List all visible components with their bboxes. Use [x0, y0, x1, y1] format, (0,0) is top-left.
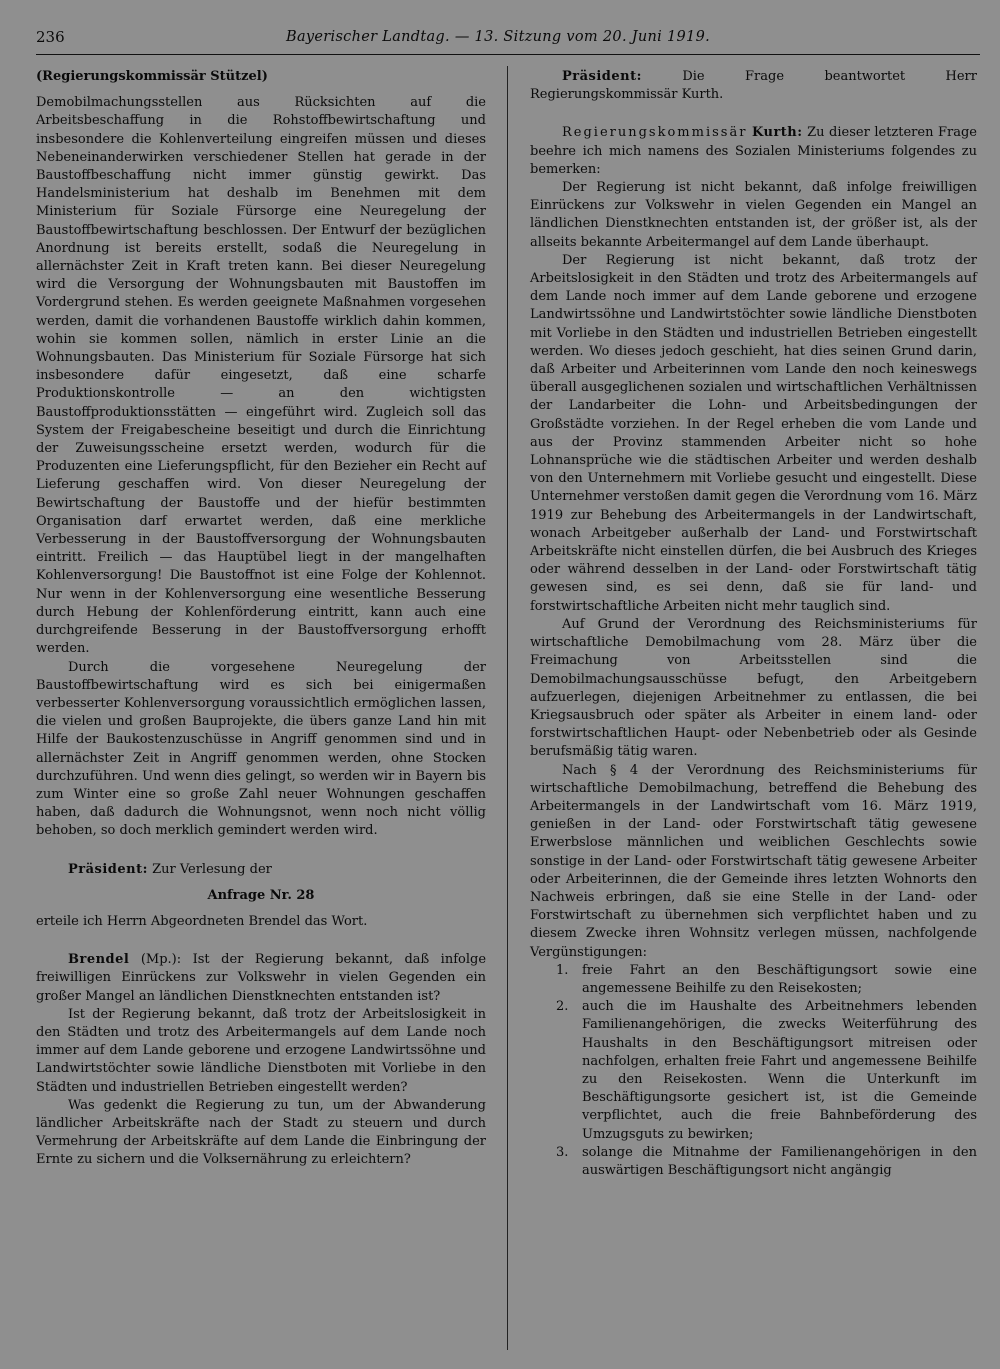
left-column — [36, 68, 486, 1170]
list-number: 3. — [556, 1144, 569, 1160]
speaker-kurth: Kurth: — [751, 125, 803, 141]
question-text: Was gedenkt die Regierung zu tun, um der Abwanderung ländlicher Arbeitskräfte nach der Stadt zu steuern und durch Vermehrung der Arbeitskräfte auf dem Lande die Einbringung der Ernte zu sichern und die Volksernährung zu erleichtern? — [36, 1097, 486, 1168]
kurth-answer — [530, 124, 977, 179]
brendel-question — [36, 951, 486, 1006]
paragraph: Der Regierung ist nicht bekannt, daß infolge freiwilligen Einrückens zur Volkswehr in vielen Gegenden ein Mangel an ländlichen Dienstknechten entstanden ist, der größer ist, als der allseits bekannte Arbeitermangel auf dem Lande überhaupt. — [530, 180, 977, 250]
page-header — [36, 26, 980, 55]
question-text: Ist der Regierung bekannt, daß infolge freiwilligen Einrückens zur Volkswehr in vielen Gegenden ein großer Mangel an ländlichen Dienstknechten entstanden ist? — [36, 952, 487, 1004]
right-column — [530, 68, 977, 1180]
benefits-list — [530, 962, 977, 1180]
paragraph: Auf Grund der Verordnung des Reichsministeriums für wirtschaftliche Demobilmachung vom 28. März über die Freimachung von Arbeitsstellen sind die Demobilmachungsausschüsse befugt, den Arbeitgebern aufzuerlegen, diejenigen Arbeitnehmer zu entlassen, die bei Kriegsausbruch oder später als Arbeiter in einem land- oder forstwirtschaftlichen Haupt- oder Nebenbetrieb oder als Gesinde berufsmäßig tätig waren. — [530, 616, 977, 760]
statement-text: Die Frage beantwortet Herr Regierungskommissär Kurth. — [530, 69, 977, 103]
list-number: 2. — [556, 999, 569, 1015]
statement-text: erteile ich Herrn Abgeordneten Brendel das Wort. — [36, 913, 368, 929]
speaker-title: Regierungskommissär — [562, 125, 748, 141]
list-text: freie Fahrt an den Beschäftigungsort sowie eine angemessene Beihilfe zu den Reisekosten; — [582, 962, 977, 996]
president-statement — [530, 68, 977, 104]
speaker-president: Präsident: — [68, 861, 148, 877]
list-text: auch die im Haushalte des Arbeitnehmers lebenden Familienangehörigen, die zwecks Weiterführung des Haushalts in den Beschäftigungsort mitreisen oder nachfolgen, erhalten freie Fahrt und angemessene Beihilfe zu den Reisekosten. Wenn die Unterkunft im Beschäftigungsorte gesichert ist, ist die Gemeinde verpflichtet, auch die freie Bahnbeförderung des Umzugsguts zu bewirken; — [582, 999, 977, 1142]
list-item — [530, 998, 977, 1144]
paragraph: Nach § 4 der Verordnung des Reichsministeriums für wirtschaftliche Demobilmachung, betreffend die Behebung des Arbeitermangels in der Landwirtschaft vom 16. März 1919, genießen in der Land- oder Forstwirtschaft tätig gewesene Erwerbslose männlichen und weiblichen Geschlechts sowie sonstige in der Land- oder Forstwirtschaft tätig gewesene Arbeiter oder Arbeiterinnen, die der Gemeinde ihres letzten Wohnorts den Nachweis erbringen, daß sie eine Stelle in der Land- oder Forstwirtschaft zu übernehmen sich verpflichtet haben und zu diesem Zwecke ihren Wohnsitz verlegen müssen, nachfolgende Vergünstigungen: — [530, 762, 977, 960]
page-number: 236 — [36, 28, 65, 46]
inquiry-heading: Anfrage Nr. 28 — [207, 887, 315, 903]
speaker-president: Präsident: — [562, 69, 642, 84]
speaker-party: (Mp.): — [140, 952, 182, 968]
speaker-tag: (Regierungskommissär Stützel) — [36, 69, 268, 84]
column-divider — [507, 66, 508, 1350]
list-text: solange die Mitnahme der Familienangehörigen in den auswärtigen Beschäftigungsort nicht angängig — [582, 1144, 977, 1178]
list-item — [530, 962, 977, 998]
list-item — [530, 1144, 977, 1180]
statement-text: Zur Verlesung der — [152, 861, 272, 877]
paragraph: Durch die vorgesehene Neuregelung der Baustoffbewirtschaftung wird es sich bei einigermaßen verbesserter Kohlenversorgung voraussichtlich ermöglichen lassen, die vielen und großen Bauprojekte, die übers ganze Land hin mit Hilfe der Baukostenzuschüsse in Angriff genommen sind und in allernächster Zeit in Angriff genommen werden, ohne Stocken durchzuführen. Und wenn dies gelingt, so werden wir in Bayern bis zum Winter eine so große Zahl neuer Wohnungen geschaffen haben, daß dadurch die Wohnungsnot, wenn noch nicht völlig behoben, so doch merklich gemindert werden wird. — [36, 659, 486, 839]
paragraph: Demobilmachungsstellen aus Rücksichten auf die Arbeitsbeschaffung in die Rohstoffbewirtschaftung und insbesondere die Kohlenverteilung eingreifen müssen und dieses Nebeneinanderwirken verschiedener Stellen hat gerade in der Baustoffbeschaffung nicht immer günstig gewirkt. Das Handelsministerium hat deshalb im Benehmen mit dem Ministerium für Soziale Fürsorge eine Neuregelung der Baustoffbewirtschaftung beschlossen. Der Entwurf der bezüglichen Anordnung ist bereits erstellt, sodaß die Neuregelung in allernächster Zeit in Kraft treten kann. Bei dieser Neuregelung wird die Versorgung der Wohnungsbauten mit Baustoffen im Vordergrund stehen. Es werden geeignete Maßnahmen vorgesehen werden, damit die vorhandenen Baustoffe wirklich dahin kommen, wohin sie kommen sollen, nämlich in erster Linie an die Wohnungsbauten. Das Ministerium für Soziale Fürsorge hat sich insbesondere dafür eingesetzt, daß eine scharfe Produktionskontrolle — an den wichtigsten Baustoffproduktionsstätten — eingeführt wird. Zugleich soll das System der Freigabescheine beseitigt und durch die Einrichtung der Zuweisungsscheine ersetzt werden, wodurch für die Produzenten eine Lieferungspflicht, für den Bezieher ein Recht auf Lieferung geschaffen wird. Von dieser Neuregelung der Bewirtschaftung der Baustoffe und der hiefür bestimmten Organisation darf erwartet werden, daß eine merkliche Verbesserung in der Baustoffversorgung der Wohnungsbauten eintritt. Freilich — das Hauptübel liegt in der mangelhaften Kohlenversorgung! Die Baustoffnot ist eine Folge der Kohlennot. Nur wenn in der Kohlenversorgung eine wesentliche Besserung durch Hebung der Kohlenförderung eintritt, kann auch eine durchgreifende Besserung in der Baustoffversorgung erhofft werden. — [36, 95, 486, 657]
speaker-brendel: Brendel — [68, 952, 130, 968]
president-statement — [36, 861, 486, 879]
running-title: Bayerischer Landtag. — 13. Sitzung vom 20. Juni 1919. — [286, 29, 711, 45]
question-text: Ist der Regierung bekannt, daß trotz der Arbeitslosigkeit in den Städten und trotz des Arbeitermangels auf dem Lande noch immer auf dem Lande geborene und erzogene Landwirtssöhne und Landwirtstöchter sowie ländliche Dienstboten mit Vorliebe in den Städten und industriellen Betrieben eingestellt werden? — [36, 1006, 486, 1095]
paragraph: Der Regierung ist nicht bekannt, daß trotz der Arbeitslosigkeit in den Städten und trotz des Arbeitermangels auf dem Lande noch immer auf dem Lande geborene und erzogene Landwirtssöhne und Landwirtstöchter sowie ländliche Dienstboten mit Vorliebe in den Städten und industriellen Betrieben eingestellt werden. Wo dieses jedoch geschieht, hat dies seinen Grund darin, daß Arbeiter und Arbeiterinnen vom Lande den noch keineswegs überall ausgeglichenen sozialen und wirtschaftlichen Verhältnissen der Landarbeiter die Lohn- und Arbeitsbedingungen der Großstädte vorziehen. In der Regel erheben die vom Lande und aus der Provinz stammenden Arbeiter nicht so hohe Lohnansprüche wie die städtischen Arbeiter und werden deshalb von den Unternehmern mit Vorliebe gesucht und eingestellt. Diese Unternehmer verstoßen damit gegen die Verordnung vom 16. März 1919 zur Behebung des Arbeitermangels in der Landwirtschaft, wonach Arbeitgeber außerhalb der Land- und Forstwirtschaft Arbeitskräfte nicht einstellen dürfen, die bei Ausbruch des Krieges oder während desselben in der Land- oder Forstwirtschaft tätig gewesen sind, es sei denn, daß sie für land- und forstwirtschaftliche Arbeiten nicht mehr tauglich sind. — [530, 252, 977, 614]
answer-text: Zu dieser letzteren Frage beehre ich mich namens des Sozialen Ministeriums folgendes zu bemerken: — [530, 125, 977, 177]
list-number: 1. — [556, 962, 569, 978]
